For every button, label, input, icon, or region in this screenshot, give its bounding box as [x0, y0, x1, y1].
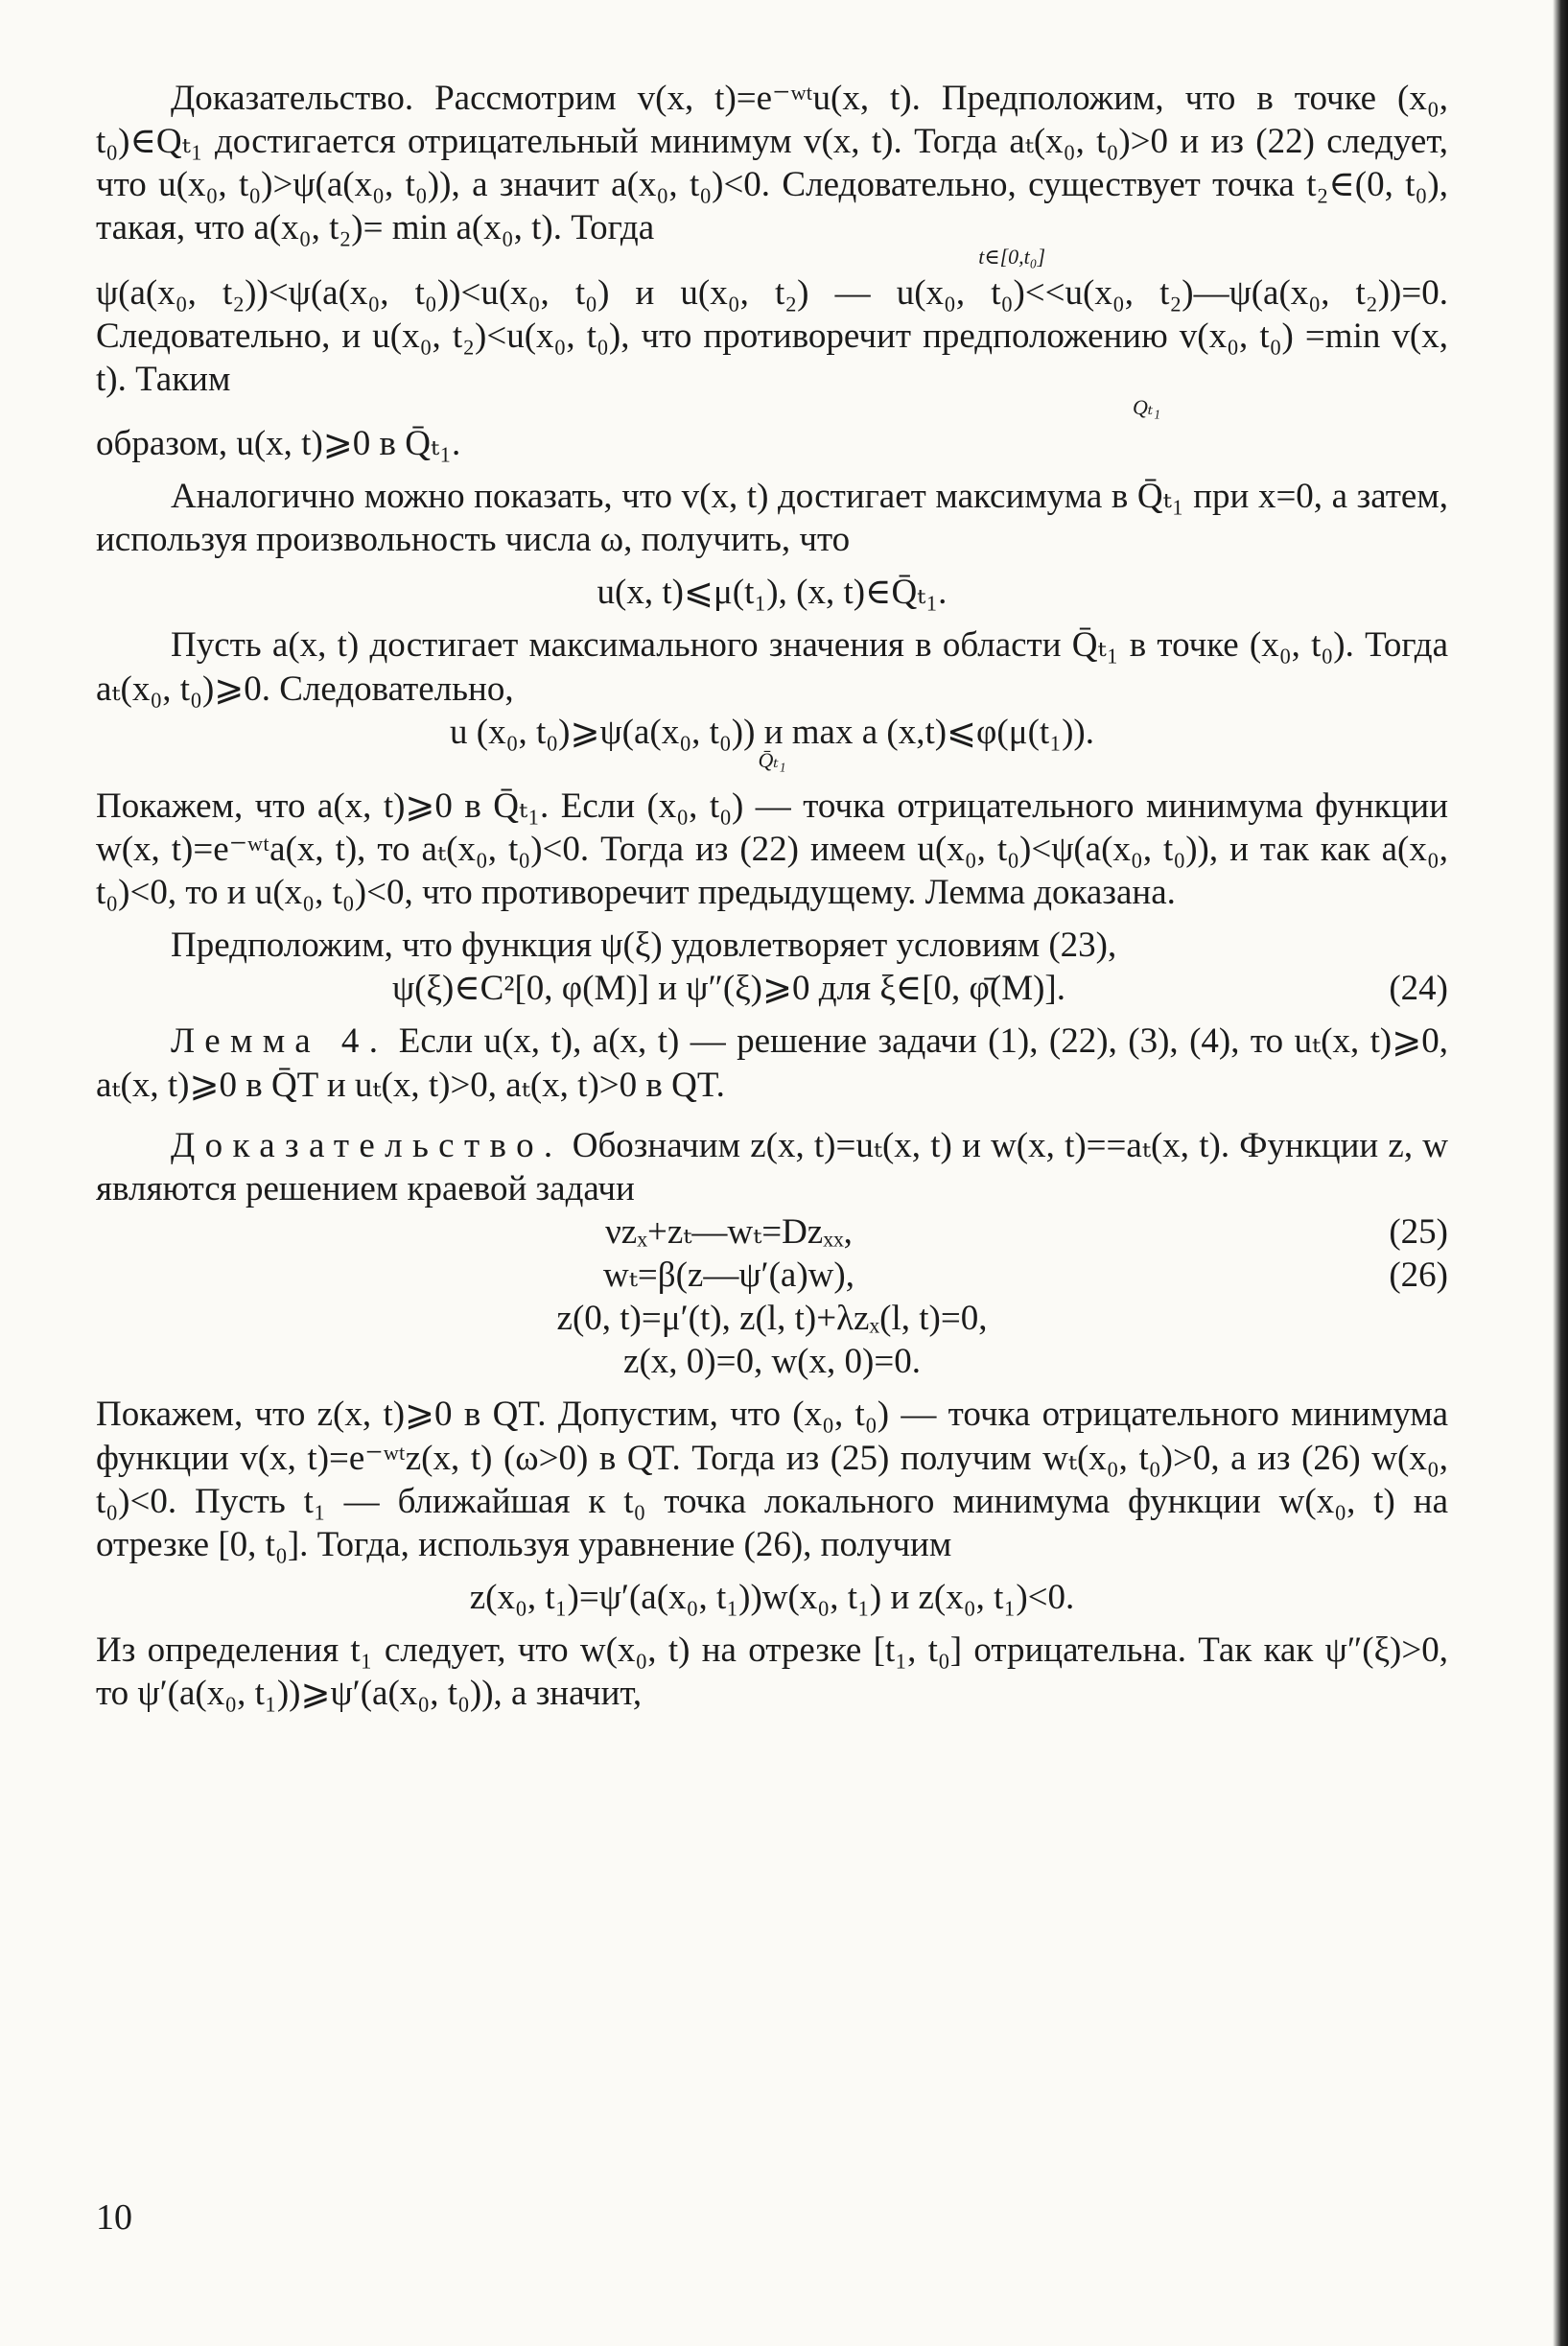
- equation-max: u (x₀, t₀)⩾ψ(a(x₀, t₀)) и max a (x,t)⩽φ(μ(t₁)).: [450, 712, 1094, 752]
- proof-lemma-4-paragraph: [96, 1124, 1448, 1210]
- assumption-paragraph: Предположим, что функция ψ(ξ) удовлетворяет условиям (23),: [171, 926, 1117, 966]
- equation-25-row: [96, 1210, 1448, 1254]
- equation-mu-bound: u(x, t)⩽μ(t₁), (x, t)∈Q̄ₜ₁.: [597, 573, 948, 613]
- lemma-4-text: Если u(x, t), a(x, t) — решение задачи (1), (22), (3), (4), то uₜ(x, t)⩾0, aₜ(x, t)⩾0 в Q̄T и uₜ(x, t)>0, aₜ(x, t)>0 в QT.: [96, 1021, 1448, 1105]
- min-subscript: t∈[0,t₀]: [978, 244, 1045, 269]
- equation-24-number: (24): [1389, 969, 1448, 1009]
- definition-paragraph: Из определения t₁ следует, что w(x₀, t) на отрезке [t₁, t₀] отрицательна. Так как ψ″(ξ)>0, то ψ′(a(x₀, t₁))⩾ψ′(a(x₀, t₀)), а значит,: [96, 1630, 1448, 1714]
- proof-conclusion: образом, u(x, t)⩾0 в Q̄ₜ₁.: [96, 423, 461, 463]
- max-paragraph: Пусть a(x, t) достигает максимального значения в области Q̄ₜ₁ в точке (x₀, t₀). Тогда aₜ(x₀, t₀)⩾0. Следовательно,: [96, 625, 1448, 709]
- equation-24: ψ(ξ)∈C²[0, φ(M)] и ψ″(ξ)⩾0 для ξ∈[0, φ̄(M)].: [392, 969, 1065, 1009]
- document-page: [96, 77, 1448, 2321]
- max-subscript: Q̄ₜ₁: [758, 747, 786, 772]
- equation-24-row: [96, 967, 1448, 1010]
- page-edge-shadow: [1553, 0, 1568, 2346]
- page-number: 10: [96, 2197, 132, 2238]
- equation-z-t1: z(x₀, t₁)=ψ′(a(x₀, t₁))w(x₀, t₁) и z(x₀, t₁)<0.: [469, 1577, 1075, 1617]
- boundary-conditions: z(0, t)=μ′(t), z(l, t)+λzₓ(l, t)=0,: [556, 1299, 988, 1339]
- lemma-4-paragraph: [96, 1020, 1448, 1106]
- proof-text: Обозначим z(x, t)=uₜ(x, t) и w(x, t)==aₜ(x, t). Функции z, w являются решением краевой задачи: [96, 1125, 1449, 1208]
- z-positive-paragraph: Покажем, что z(x, t)⩾0 в QT. Допустим, что (x₀, t₀) — точка отрицательного минимума функции v(x, t)=e⁻ʷᵗz(x, t) (ω>0) в QT. Тогда из (25) получим wₜ(x₀, t₀)>0, а из (26) w(x₀, t₀)<0. Пусть t₁ — ближайшая к t₀ точка локального минимума функции w(x₀, t) на отрезке [0, t₀]. Тогда, используя уравнение (26), получим: [96, 1395, 1448, 1564]
- equation-26: wₜ=β(z—ψ′(a)w),: [603, 1255, 854, 1295]
- equation-26-number: (26): [1389, 1255, 1448, 1295]
- equation-25: νzₓ+zₜ—wₜ=Dzₓₓ,: [605, 1211, 853, 1252]
- min-subscript-2: Qₜ₁: [1133, 394, 1160, 419]
- proof-title: Доказательство.: [171, 1125, 563, 1165]
- equation-25-number: (25): [1389, 1211, 1448, 1252]
- show-paragraph: Покажем, что a(x, t)⩾0 в Q̄ₜ₁. Если (x₀, t₀) — точка отрицательного минимума функции w(x, t)=e⁻ʷᵗa(x, t), то aₜ(x₀, t₀)<0. Тогда из (22) имеем u(x₀, t₀)<ψ(a(x₀, t₀)), и так как a(x₀, t₀)<0, то и u(x₀, t₀)<0, что противоречит предыдущему. Лемма доказана.: [96, 786, 1448, 912]
- lemma-4-title: Лемма 4.: [171, 1021, 388, 1062]
- proof-paragraph-2: ψ(a(x₀, t₂))<ψ(a(x₀, t₀))<u(x₀, t₀) и u(x₀, t₂) — u(x₀, t₀)<<u(x₀, t₂)—ψ(a(x₀, t₂))=0. Следовательно, и u(x₀, t₂)<u(x₀, t₀), что противоречит предположению v(x₀, t₀) =min v(x, t). Таким: [96, 272, 1448, 399]
- initial-conditions: z(x, 0)=0, w(x, 0)=0.: [623, 1342, 921, 1382]
- proof-paragraph-1: Доказательство. Рассмотрим v(x, t)=e⁻ʷᵗu(x, t). Предположим, что в точке (x₀, t₀)∈Qₜ₁ достигается отрицательный минимум v(x, t). Тогда aₜ(x₀, t₀)>0 и из (22) следует, что u(x₀, t₀)>ψ(a(x₀, t₀)), а значит a(x₀, t₀)<0. Следовательно, существует точка t₂∈(0, t₀), такая, что a(x₀, t₂)= min a(x₀, t). Тогда: [96, 79, 1448, 248]
- analog-paragraph: Аналогично можно показать, что v(x, t) достигает максимума в Q̄ₜ₁ при x=0, а затем, используя произвольность числа ω, получить, что: [96, 477, 1448, 560]
- equation-26-row: [96, 1254, 1448, 1297]
